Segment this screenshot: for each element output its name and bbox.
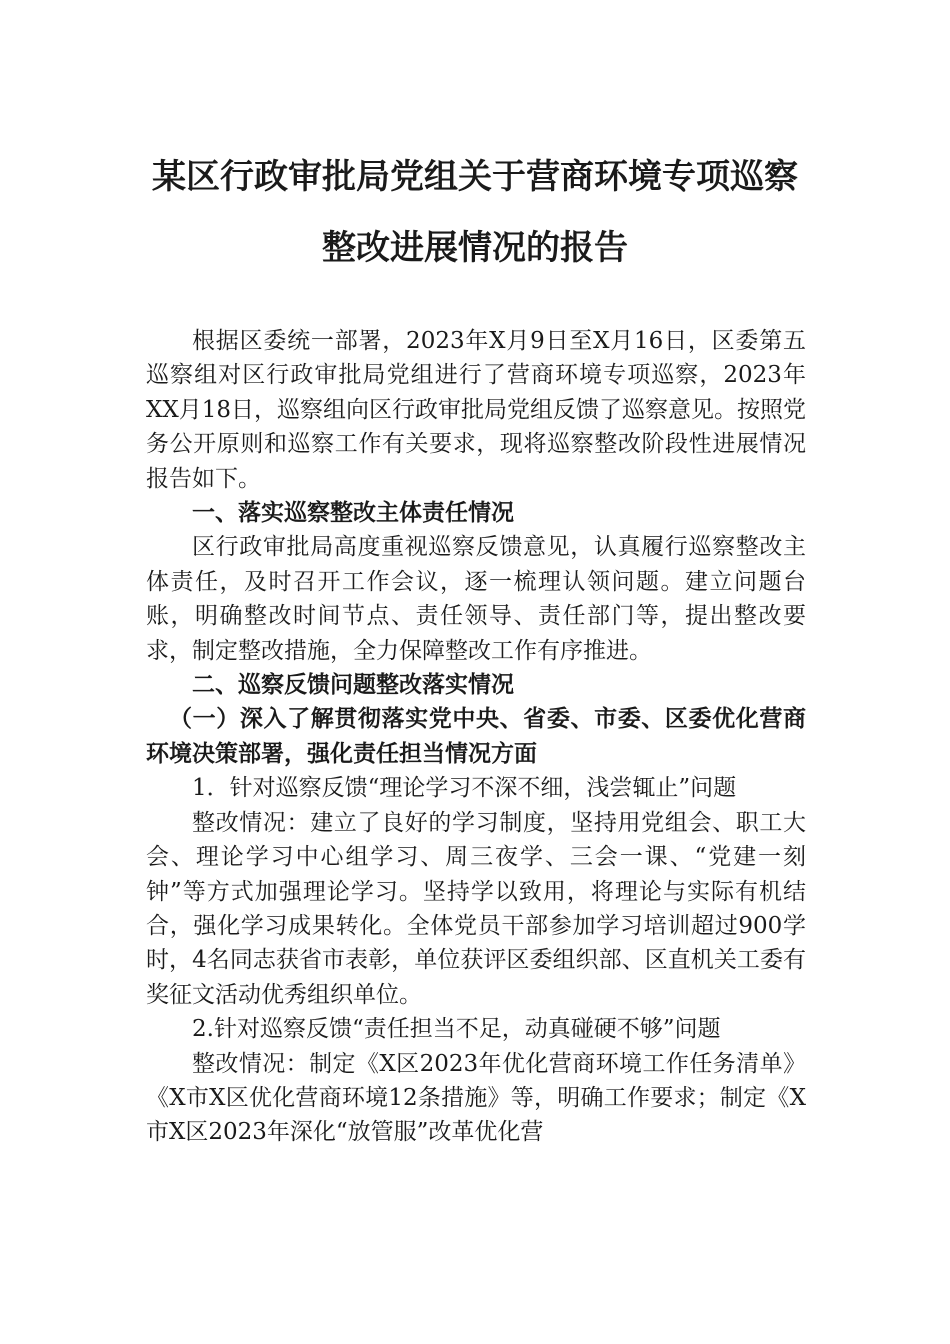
subsection-heading-1: （一）深入了解贯彻落实党中央、省委、市委、区委优化营商环境决策部署，强化责任担当情况方面 [146,706,806,767]
issue-1-title: 1．针对巡察反馈“理论学习不深不细，浅尝辄止”问题 [192,775,737,802]
document-body [146,324,806,1150]
section-1-paragraph: 区行政审批局高度重视巡察反馈意见，认真履行巡察整改主体责任，及时召开工作会议，逐一梳理认领问题。建立问题台账，明确整改时间节点、责任领导、责任部门等，提出整改要求，制定整改措施，全力保障整改工作有序推进。 [146,534,806,664]
issue-2-rectification: 整改情况：制定《X区2023年优化营商环境工作任务清单》《X市X区优化营商环境12条措施》等，明确工作要求；制定《X市X区2023年深化“放管服”改革优化营 [146,1050,806,1146]
document-title: 某区行政审批局党组关于营商环境专项巡察整改进展情况的报告 [152,157,798,268]
section-heading-1: 一、落实巡察整改主体责任情况 [192,500,514,527]
section-heading-2: 二、巡察反馈问题整改落实情况 [192,672,514,699]
intro-paragraph: 根据区委统一部署，2023年X月9日至X月16日，区委第五巡察组对区行政审批局党组进行了营商环境专项巡察，2023年XX月18日，巡察组向区行政审批局党组反馈了巡察意见。按照党务公开原则和巡察工作有关要求，现将巡察整改阶段性进展情况报告如下。 [146,328,807,492]
issue-1-rectification: 整改情况：建立了良好的学习制度，坚持用党组会、职工大会、理论学习中心组学习、周三夜学、三会一课、“党建一刻钟”等方式加强理论学习。坚持学以致用，将理论与实际有机结合，强化学习成果转化。全体党员干部参加学习培训超过900学时，4名同志获省市表彰，单位获评区委组织部、区直机关工委有奖征文活动优秀组织单位。 [146,809,806,1008]
issue-2-title: 2.针对巡察反馈“责任担当不足，动真碰硬不够”问题 [192,1016,721,1043]
